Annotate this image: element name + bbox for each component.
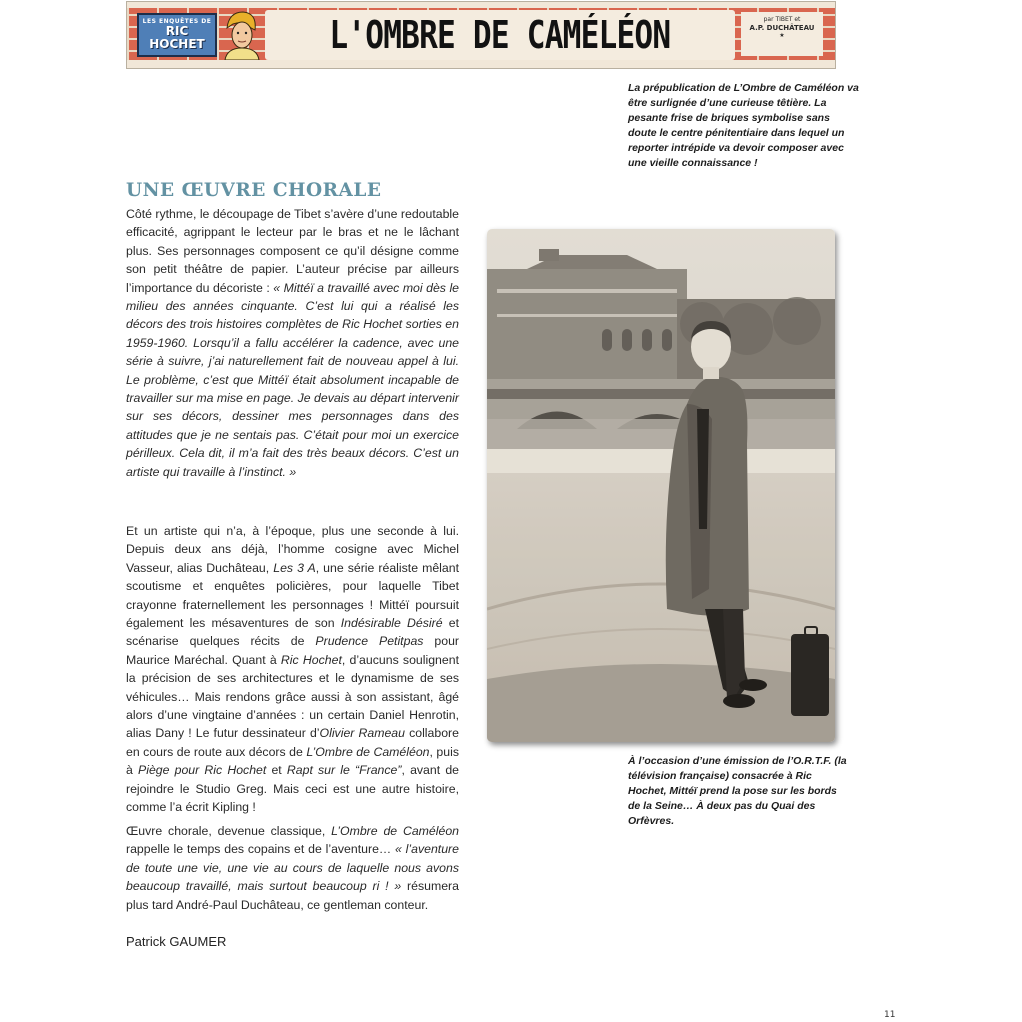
paragraph-2 [126,522,459,817]
p2-text-f: collabore en cours de route aux décors de [126,726,459,759]
banner-bottom-strip [127,60,835,68]
p2-title-rapt: Rapt sur le “France” [286,763,402,778]
banner-authors [741,12,823,56]
p3-quote: « l’aventure de toute une vie, une vie au cours de laquelle nous avons beaucoup travaillé, mais surtout beaucoup ri ! » [126,842,459,894]
p2-text-a: Et un artiste qui n’a, à l’époque, plus une seconde à lui. Depuis deux ans déjà, l’homme cosigne avec Michel Vasseur, alias Duchâteau, [126,524,459,575]
authors-line-2: A.P. DUCHÂTEAU [749,24,815,32]
banner-title-text: L'OMBRE DE CAMÉLÉON [329,13,671,57]
banner-title [265,10,735,60]
p2-title-olivier-rameau: Olivier Rameau [319,726,405,741]
section-heading: UNE ŒUVRE CHORALE [126,180,382,201]
p2-text-d: pour Maurice Maréchal. Quant à [126,634,459,667]
p1-text: Côté rythme, le découpage de Tibet s’avère d’une redoutable efficacité, agrippant le lecteur par le bras et ne le lâchant plus. Ses personnages composent ce qu’il désigne comme son petit théâtre de papier. L’auteur précise par ailleurs l’importance du décoriste : [126,207,459,295]
paragraph-1 [126,205,459,481]
author-signature: Patrick GAUMER [126,934,227,949]
paragraph-3 [126,822,459,914]
authors-line-1: par TIBET et [763,16,801,23]
p2-title-indesirable: Indésirable Désiré [340,616,443,631]
p1-quote: « Mittéï a travaillé avec moi dès le milieu des années cinquante. C’est lui qui a réalisé les décors des trois histoires complètes de Ric Hochet sorties en 1959-1960. Lorsqu’il a fallu accélérer la cadence, avec une série à suivre, j’ai naturellement fait de nouveau appel à lui. Le problème, c’est que Mittéï était absolument incapable de travailler sur ma mise en page. Je devais au départ intervenir sur ses décors, dessiner mes personnages dans des attitudes que je ne sentais pas. C’était pour moi un exercice périlleux. Cela dit, il m’a fait des très beaux décors. C’est un artiste qui travaille à l’instinct. » [126,280,460,479]
photo-mittei-seine [487,229,835,742]
p3-title-ombre: L’Ombre de Caméléon [331,824,459,838]
p2-text-h: et [266,763,287,778]
p2-title-piege: Piège pour Ric Hochet [138,763,267,778]
star-icon: ★ [779,32,785,39]
caption-photo: À l’occasion d’une émission de l’O.R.T.F. (la télévision française) consacrée à Ric Hochet, Mittéï prend la pose sur les bords de la Seine… À deux pas du Quai des Orfèvres. [628,755,847,827]
p3-text-a: Œuvre chorale, devenue classique, [126,824,332,838]
photo-illustration [487,229,835,742]
ric-hochet-badge [137,13,217,57]
p3-text-b: rappelle le temps des copains et de l’aventure… [126,842,396,857]
page-number: 11 [884,1010,896,1020]
p2-text-e: , d’aucuns soulignent la précision de ses architectures et le dynamisme de ses véhicules… Mais rendons grâce aussi à son assistant, âgé alors d’une vingtaine d’années : un certain Daniel Henrotin, alias Dany ! Le futur dessinateur d’ [126,652,459,741]
p2-title-ric-hochet: Ric Hochet [280,652,342,667]
p2-text-g: , puis à [126,744,459,778]
p2-text-b: , une série réaliste mêlant scoutisme et enquêtes policières, pour laquelle Tibet crayonne fraternellement les personnages ! Mittéï poursuit également les mésaventures de son [126,560,459,631]
series-label-small: LES ENQUÊTES DE [142,18,212,25]
p2-title-3a: Les 3 A [273,560,316,575]
header-banner [126,1,836,69]
p3-text-c: résumera plus tard André-Paul Duchâteau, ce gentleman conteur. [126,879,459,912]
p2-text-j: , avant de rejoindre le Studio Greg. Mais ceci est une autre histoire, comme l’a écrit Kipling ! [126,763,459,815]
p2-title-ombre: L’Ombre de Caméléon [306,744,430,759]
series-label-ric: RIC [165,24,189,38]
p2-text-c: et scénarise quelques récits de [126,616,459,649]
caption-banner: La prépublication de L’Ombre de Caméléon va être surlignée d’une curieuse têtière. La pesante frise de briques symbolise sans doute le centre pénitentiaire dans lequel un reporter intrépide va devoir composer avec une vieille connaissance ! [628,82,859,169]
series-label-hochet: HOCHET [149,37,205,51]
p2-title-prudence: Prudence Petitpas [315,634,424,649]
ric-hochet-portrait-icon [221,8,261,60]
